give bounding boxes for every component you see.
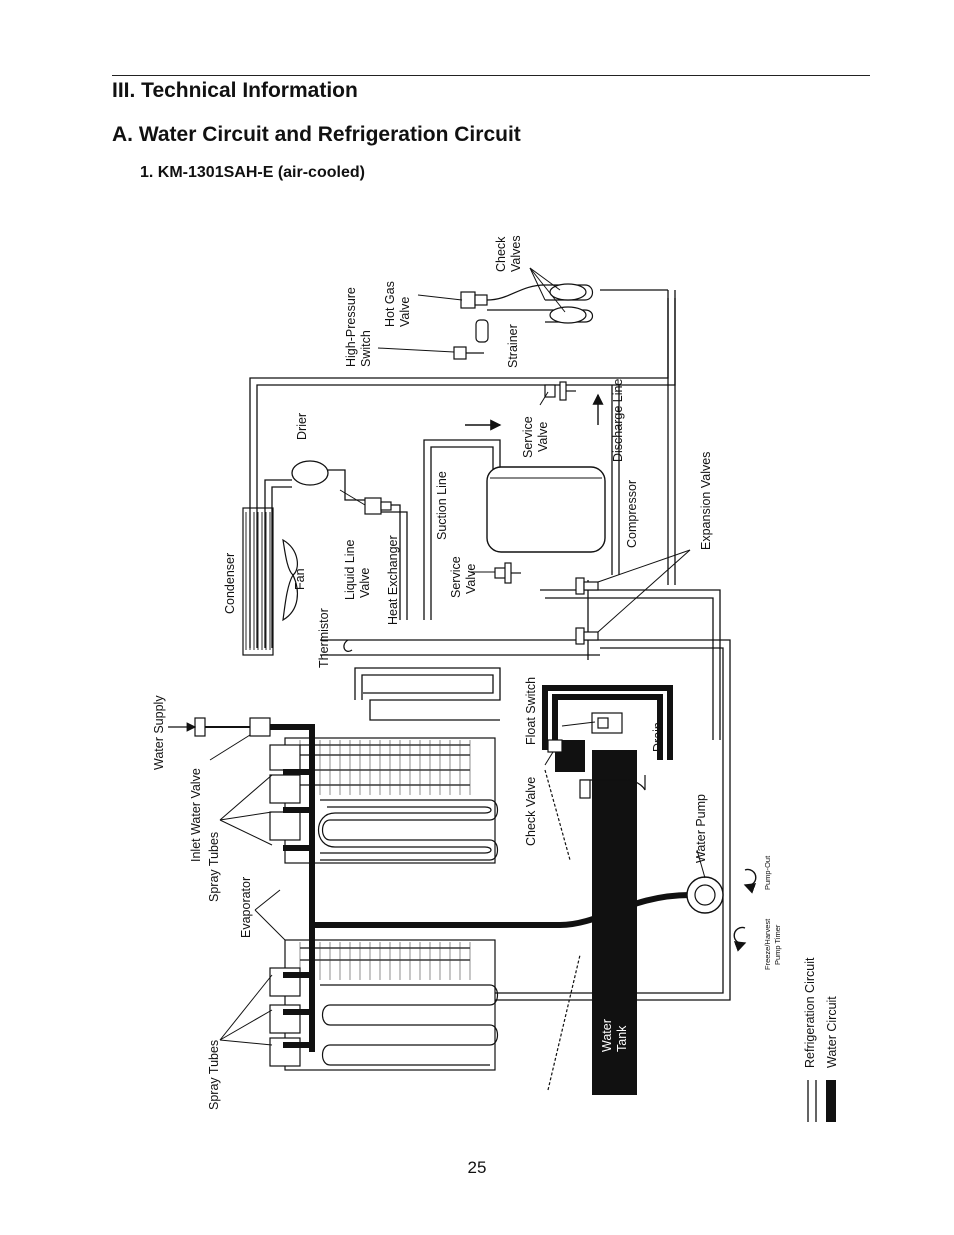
label-inlet-water-valve: Inlet Water Valve (189, 768, 203, 862)
service-valve-bottom (495, 563, 521, 583)
float-switch (592, 713, 622, 733)
label-service-valve-bottom-1: Service (449, 556, 463, 598)
label-water-pump: Water Pump (694, 793, 708, 863)
inlet-water-valve (195, 718, 270, 736)
label-hp-switch-1: High-Pressure (344, 287, 358, 367)
label-compressor: Compressor (625, 479, 639, 548)
label-spray-tubes-top: Spray Tubes (207, 831, 221, 902)
strainer (476, 320, 488, 342)
label-discharge-line: Discharge Line (611, 378, 625, 462)
subsection-title: A. Water Circuit and Refrigeration Circuit (112, 123, 521, 146)
label-pump-out: Pump-Out (763, 855, 772, 890)
label-suction-line: Suction Line (435, 471, 449, 540)
label-evaporator: Evaporator (239, 876, 253, 938)
label-check-valves-2: Valves (509, 235, 523, 272)
label-freeze-harvest-2: Pump Timer (773, 924, 782, 965)
pump-out-icon (745, 870, 756, 886)
legend-refrigeration-label: Refrigeration Circuit (803, 957, 817, 1068)
model-title: 1. KM-1301SAH-E (air-cooled) (140, 164, 365, 181)
label-liquid-line-2: Valve (358, 567, 372, 598)
label-service-valve-top-1: Service (521, 416, 535, 458)
label-water-tank-2: Tank (615, 1025, 629, 1052)
label-liquid-line-1: Liquid Line (343, 539, 357, 600)
ice-chute-lines (545, 770, 580, 1090)
label-strainer: Strainer (506, 324, 520, 368)
label-water-supply: Water Supply (152, 695, 166, 770)
expansion-valves (576, 578, 598, 644)
label-drain: Drain (651, 722, 665, 752)
thermistor-icon (344, 640, 352, 651)
label-heat-exchanger: Heat Exchanger (386, 535, 400, 625)
label-hp-switch-2: Switch (359, 330, 373, 367)
freeze-harvest-icon (734, 928, 745, 944)
legend (803, 957, 839, 1122)
label-water-tank-1: Water (600, 1019, 614, 1052)
condenser (243, 508, 273, 655)
label-spray-tubes-bottom: Spray Tubes (207, 1039, 221, 1110)
hot-gas-valve (461, 292, 487, 308)
label-thermistor: Thermistor (317, 608, 331, 668)
page-number: 25 (467, 1158, 487, 1177)
label-hot-gas-2: Valve (398, 296, 412, 327)
label-service-valve-bottom-2: Valve (464, 563, 478, 594)
label-service-valve-top-2: Valve (536, 421, 550, 452)
label-check-valves-1: Check (494, 236, 508, 272)
water-pump (687, 877, 723, 913)
label-drier: Drier (295, 412, 309, 440)
evaporator-top (285, 738, 498, 863)
evaporator-bottom (285, 940, 498, 1070)
label-hot-gas-1: Hot Gas (383, 281, 397, 327)
drier (292, 461, 328, 485)
section-title: III. Technical Information (112, 79, 358, 102)
label-fan: Fan (293, 568, 307, 590)
legend-water-swatch (826, 1080, 836, 1122)
spray-tube-boxes (270, 745, 300, 1066)
label-check-valve: Check Valve (524, 776, 538, 846)
high-pressure-switch (454, 347, 484, 359)
label-float-switch: Float Switch (524, 676, 538, 745)
label-expansion-valves: Expansion Valves (699, 451, 713, 550)
label-freeze-harvest-1: Freeze/Harvest (763, 918, 772, 970)
label-condenser: Condenser (223, 552, 237, 614)
compressor (487, 467, 605, 552)
legend-water-label: Water Circuit (825, 996, 839, 1068)
check-valve (548, 740, 562, 752)
